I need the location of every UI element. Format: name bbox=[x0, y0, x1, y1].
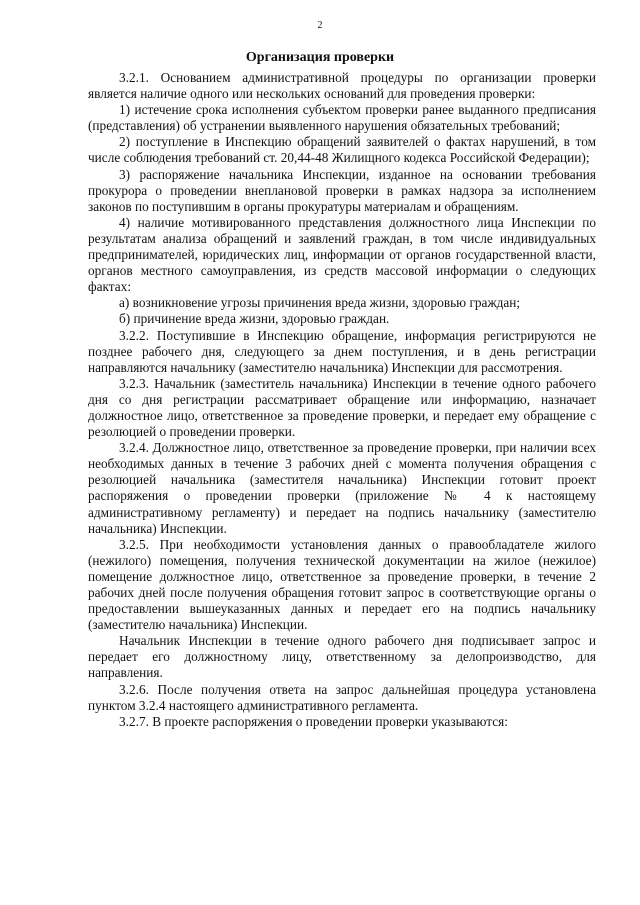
paragraph-item-b: б) причинение вреда жизни, здоровью граждан. bbox=[119, 311, 390, 327]
paragraph-3-2-5: 3.2.5. При необходимости установления данных о правообладателе жилого (нежилого) помещения, получения технической документации на жилое (нежилое) помещение должностное лицо, ответственное за проведение проверки, в течение 2 рабочих дней после получения обращения готовит запрос в соответствующие органы о предоставлении вышеуказанных данных и передает его на подпись начальнику (заместителю начальника) Инспекции. bbox=[88, 536, 596, 633]
paragraph-item-2: 2) поступление в Инспекцию обращений заявителей о фактах нарушений, в том числе соблюдения требований ст. 20,44-48 Жилищного кодекса Российской Федерации); bbox=[88, 134, 596, 166]
paragraph-3-2-7: 3.2.7. В проекте распоряжения о проведении проверки указываются: bbox=[119, 713, 508, 729]
page-number: 2 bbox=[317, 20, 323, 31]
paragraph-item-3: 3) распоряжение начальника Инспекции, изданное на основании требования прокурора о проведении внеплановой проверки в рамках надзора за исполнением законов по поступившим в органы прокуратуры материалам и обращениям. bbox=[88, 166, 596, 214]
document-body bbox=[88, 70, 596, 730]
paragraph-item-1: 1) истечение срока исполнения субъектом проверки ранее выданного предписания (представления) об устранении выявленного нарушения обязательных требований; bbox=[88, 102, 596, 134]
paragraph-item-4: 4) наличие мотивированного представления должностного лица Инспекции по результатам анализа обращений и заявлений граждан, в том числе индивидуальных предпринимателей, юридических лиц, информации от органов государственной власти, органов местного самоуправления, из средств массовой информации о следующих фактах: bbox=[88, 214, 596, 295]
paragraph-3-2-3: 3.2.3. Начальник (заместитель начальника) Инспекции в течение одного рабочего дня со дня регистрации рассматривает обращение или информацию, назначает должностное лицо, ответственное за проведение проверки, и передает ему обращение с резолюцией о проведении проверки. bbox=[88, 375, 596, 440]
paragraph-item-a: а) возникновение угрозы причинения вреда жизни, здоровью граждан; bbox=[119, 295, 521, 311]
paragraph-signing: Начальник Инспекции в течение одного рабочего дня подписывает запрос и передает его должностному лицу, ответственному за делопроизводство, для направления. bbox=[88, 633, 596, 681]
paragraph-3-2-6: 3.2.6. После получения ответа на запрос дальнейшая процедура установлена пунктом 3.2.4 настоящего административного регламента. bbox=[88, 681, 596, 713]
section-heading: Организация проверки bbox=[245, 50, 395, 65]
paragraph-3-2-4: 3.2.4. Должностное лицо, ответственное за проведение проверки, при наличии всех необходимых данных в течение 3 рабочих дней с момента получения обращения с резолюцией начальника (заместителя начальника) Инспекции готовит проект распоряжения о проведении проверки (приложение № 4 к настоящему административному регламенту) и передает на подпись начальнику (заместителю начальника) Инспекции. bbox=[88, 440, 596, 536]
paragraph-3-2-2: 3.2.2. Поступившие в Инспекцию обращение, информация регистрируются не позднее рабочего дня, следующего за днем поступления, и в день регистрации направляются начальнику (заместителю начальника) Инспекции для рассмотрения. bbox=[88, 327, 596, 375]
paragraph-3-2-1: 3.2.1. Основанием административной процедуры по организации проверки является наличие одного или нескольких оснований для проведения проверки: bbox=[88, 70, 596, 102]
